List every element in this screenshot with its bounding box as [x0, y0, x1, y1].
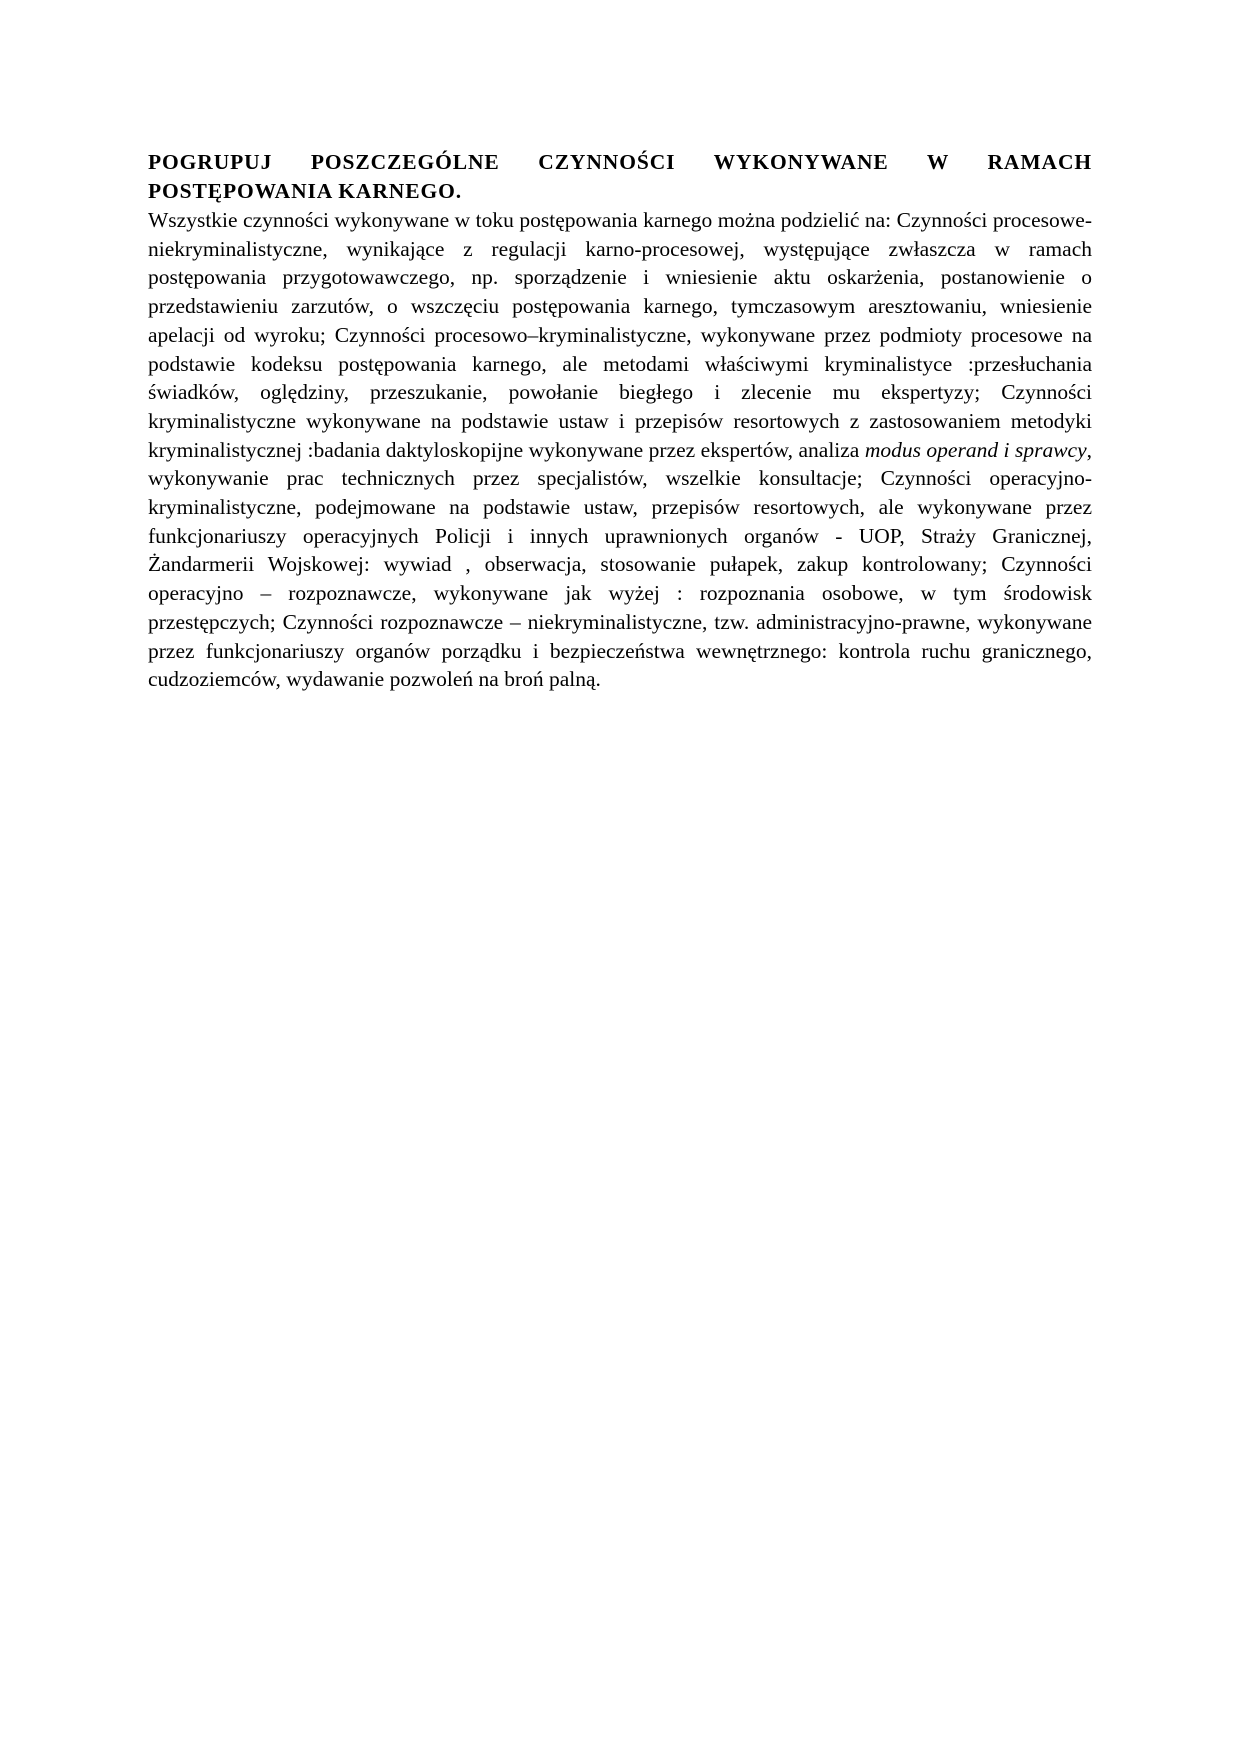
- body-text-part2: , wykonywanie prac technicznych przez specjalistów, wszelkie konsultacje; Czynności operacyjno-kryminalistyczne, podejmowane na podstawie ustaw, przepisów resortowych, ale wykonywane przez funkcjonariuszy operacyjnych Policji i innych uprawnionych organów - UOP, Straży Granicznej, Żandarmerii Wojskowej: wywiad , obserwacja, stosowanie pułapek, zakup kontrolowany; Czynności operacyjno – rozpoznawcze, wykonywane jak wyżej : rozpoznania osobowe, w tym środowisk przestępczych; Czynności rozpoznawcze – niekryminalistyczne, tzw. administracyjno-prawne, wykonywane przez funkcjonariuszy organów porządku i bezpieczeństwa wewnętrznego: kontrola ruchu granicznego, cudzoziemców, wydawanie pozwoleń na broń palną.: [148, 437, 1093, 692]
- document-body: [148, 206, 1092, 694]
- document-page: [148, 148, 1092, 694]
- body-text-part1: Wszystkie czynności wykonywane w toku postępowania karnego można podzielić na: Czynności procesowe- niekryminalistyczne, wynikające z regulacji karno-procesowej, występujące zwłaszcza w ramach postępowania przygotowawczego, np. sporządzenie i wniesienie aktu oskarżenia, postanowienie o przedstawieniu zarzutów, o wszczęciu postępowania karnego, tymczasowym aresztowaniu, wniesienie apelacji od wyroku; Czynności procesowo–kryminalistyczne, wykonywane przez podmioty procesowe na podstawie kodeksu postępowania karnego, ale metodami właściwymi kryminalistyce :przesłuchania świadków, oględziny, przeszukanie, powołanie biegłego i zlecenie mu ekspertyzy; Czynności kryminalistyczne wykonywane na podstawie ustaw i przepisów resortowych z zastosowaniem metodyki kryminalistycznej :badania daktyloskopijne wykonywane przez ekspertów, analiza: [148, 208, 1092, 462]
- document-title: POGRUPUJ POSZCZEGÓLNE CZYNNOŚCI WYKONYWANE W RAMACH POSTĘPOWANIA KARNEGO.: [148, 150, 1092, 203]
- body-text-italic: modus operand i sprawcy: [864, 437, 1087, 462]
